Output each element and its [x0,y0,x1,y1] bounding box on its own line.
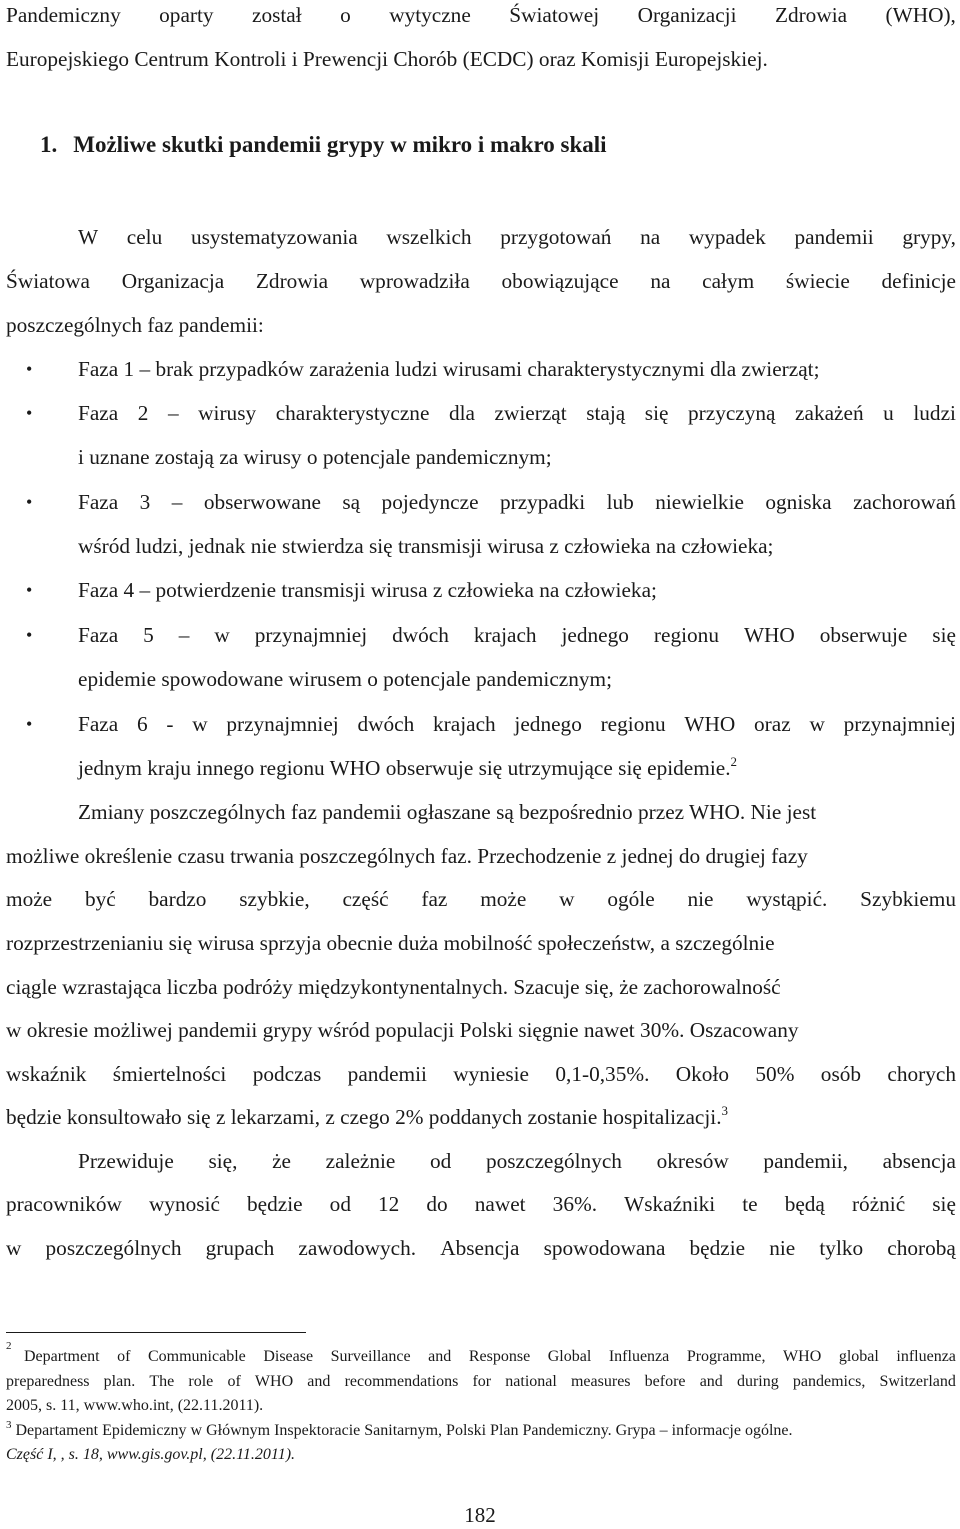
word: od [430,1149,452,1173]
word: (WHO), [885,3,956,27]
word: Global [547,1348,592,1365]
footnote-separator [6,1332,306,1333]
word: wypadek [688,225,766,249]
p2-line-7 [6,1059,956,1089]
word: – [171,490,183,514]
word: dla [448,401,475,425]
word: Zdrowia [255,269,329,293]
word: before [644,1373,686,1390]
word: measures [570,1373,631,1390]
word: w [192,712,208,736]
word: – [178,623,190,647]
word: zawodowych. [298,1236,417,1260]
word: wyniesie [453,1062,529,1086]
word: stają [586,401,626,425]
word: 36%. [552,1192,598,1216]
word: wirusy [198,401,257,425]
word: wprowadziła [359,269,470,293]
word: różnić [851,1192,906,1216]
word: Światowa [6,269,90,293]
word: część [342,887,389,911]
word: Szybkiemu [860,887,956,911]
p2-line-2: możliwe określenie czasu trwania poszczególnych faz. Przechodzenie z jednej do drugiej fazy [6,844,808,868]
word: Surveillance [330,1348,411,1365]
word: Department [24,1348,100,1365]
word: szybkie, [239,887,310,911]
footnote-3-line-2: Część I, , s. 18, www.gis.gov.pl, (22.11.2011). [6,1446,296,1463]
phase-2-line-2: i uznane zostają za wirusy o potencjale pandemicznym; [78,445,552,469]
p2-line-8 [6,1102,956,1132]
footnote-2-line-2 [6,1371,956,1393]
word: może [6,887,53,911]
word: od [329,1192,351,1216]
word: będzie [689,1236,746,1260]
word: global [838,1348,879,1365]
word: during [736,1373,779,1390]
phase-2-line-1 [78,398,956,428]
word: zwierząt [494,401,567,425]
intro-line-2: Europejskiego Centrum Kontroli i Prewencji Chorób (ECDC) oraz Komisji Europejskiej. [6,47,768,71]
word: w [559,887,575,911]
word: and [699,1373,723,1390]
p1-line-2 [6,266,956,296]
word: chorych [887,1062,956,1086]
word: W [78,225,99,249]
word: WHO [783,1348,822,1365]
bullet-icon: • [26,403,33,423]
word: przynajmniej [226,712,339,736]
word: u [883,401,894,425]
phase-1-line-1: Faza 1 – brak przypadków zarażenia ludzi wirusami charakterystycznymi dla zwierząt; [78,357,820,381]
word: Influenza [608,1348,670,1365]
word: będzie [247,1192,303,1216]
word: - [166,712,174,736]
phase-6-text: jednym kraju innego regionu WHO obserwuje się utrzymujące się epidemie. [78,756,731,780]
section-title: Możliwe skutki pandemii grypy w mikro i makro skali [73,132,607,157]
word: Programme, [686,1348,766,1365]
word: się, [208,1149,238,1173]
word: Organizacja [121,269,225,293]
word: 6 [136,712,148,736]
word: preparedness [6,1373,90,1390]
section-number: 1. [40,132,58,157]
word: te [742,1192,758,1216]
phase-6-line-1 [78,709,956,739]
word: 3 [139,490,151,514]
word: wszelkich [386,225,472,249]
word: national [505,1373,557,1390]
word: Faza [78,490,119,514]
word: przynajmniej [843,712,956,736]
word: wytyczne [389,3,471,27]
document-page: Pandemiczny oparty został o wytyczne Światowej Organizacji Zdrowia (WHO), Europejskiego Centrum Kontroli i Prewencji Chorób (ECDC) oraz Komisji Europejskiej. 1. Możliwe skutki pandemii grypy w mikro i makro skali W celu usystematyzowania wszelkich przygotowań na wypadek pandemii grypy, Światowa Organizacja Zdrowia wprowadziła obowiązujące na całym świecie definicje poszczególnych faz pandemii: • Faza 1 – brak przypadków zarażenia ludzi wirusami charakterystycznymi dla zwierząt; • Faza 2 – wirusy charakterystyczne dla zwierząt stają się przyczyną zakażeń u ludzi i uznane zostają za wirusy o potencjale pandemicznym; • Faza 3 – obserwowane są pojedyncze przypadki lub niewielkie ogniska zachorowań wśród ludzi, jednak nie stwierdza się transmisji wirusa z człowieka na człowieka; • Faza 4 – potwierdzenie transmisji wirusa z człowieka na człowieka; • Faza 5 – w przynajmniej dwóch krajach jednego regionu WHO obserwuje się epidemie spowodowane wirusem o potencjale pandemicznym; • Faza 6 - w przynajmniej dwóch krajach jednego regionu WHO oraz w przynajmniej jednym kraju innego regionu WHO obserwuje się utrzymujące się epidemie.$^2$ Zmiany poszczególnych faz pandemii ogłaszane są bezpośrednio przez WHO. Nie jest możliwe określenie czasu trwania poszczególnych faz. Przechodzenie z jednej do drugiej fazy może być bardzo szybkie, część faz może w ogóle nie wystąpić. Szybkiemu rozprzestrzenianiu się wirusa sprzyja obecnie duża mobilność społeczeństw, a szczególnie ciągle wzrastająca liczba podróży międzykontynentalnych. Szacuje się, że zachorowalność w okresie możliwej pandemii grypy wśród populacji Polski sięgnie nawet 30%. Oszacowany wskaźnik śmiertelności podczas pandemii wyniesie 0,1-0,35%. Około 50% osób chorych będzie konsultowało się z lekarzami, z czego 2% poddanych zostanie hospitalizacji.$^3$ Przewiduje się, że zależnie od poszczególnych okresów pandemii, absencja pracowników wynosić będzie od 12 do nawet 36%. Wskaźniki te będą różnić się w poszczególnych grupach zawodowych. Absencja spowodowana będzie nie tylko chorobą 2 Department of Communicable Disease Surveillance and Response Global Influenza Programme, WHO global influenza preparedness plan. The role of WHO and recommendations for national measures before and during pandemics, Switzerland 2005, s. 11, www.who.int, (22.11.2011). $^3$ Departament Epidemiczny w Głównym Inspektoracie Sanitarnym, Polski Plan Pandemiczny. Grypa – informacje ogólne. Część I, , s. 18, www.gis.gov.pl, (22.11.2011). 182 [0,0,960,1529]
word: regionu [653,623,719,647]
word: na [650,269,671,293]
footnote-ref-2[interactable]: 2 [730,754,738,769]
word: chorobą [887,1236,956,1260]
footnote-2-line-3: 2005, s. 11, www.who.int, (22.11.2011). [6,1397,264,1414]
bullet-icon: • [26,625,33,645]
word: for [472,1373,492,1390]
word: oraz [754,712,791,736]
word: Około [675,1062,730,1086]
word: grupach [205,1236,275,1260]
word: 0,1-0,35%. [555,1062,650,1086]
p2-line-6: w okresie możliwej pandemii grypy wśród populacji Polski sięgnie nawet 30%. Oszacowany [6,1018,799,1042]
word: przygotowań [500,225,612,249]
word: wynosić [148,1192,220,1216]
word: przynajmniej [254,623,368,647]
word: wystąpić. [746,887,828,911]
word: Disease [263,1348,314,1365]
word: całym [702,269,755,293]
word: się [932,1192,956,1216]
word: że [272,1149,291,1173]
word: and [428,1348,452,1365]
page-number: 182 [464,1503,496,1527]
p3-line-2 [6,1189,956,1219]
word: Absencja [440,1236,520,1260]
word: definicje [881,269,956,293]
word: osób [820,1062,862,1086]
word: pracowników [6,1192,122,1216]
word: ogniska [765,490,832,514]
word: Zdrowia [774,3,848,27]
phase-4-line-1: Faza 4 – potwierdzenie transmisji wirusa z człowieka na człowieka; [78,578,657,602]
word: 5 [143,623,154,647]
word: obserwowane [203,490,321,514]
word: bardzo [148,887,207,911]
word: recommendations [344,1373,459,1390]
word: pandemii [794,225,874,249]
word: jednego [561,623,629,647]
word: and [307,1373,331,1390]
word: absencja [882,1149,956,1173]
word: Światowej [509,3,600,27]
word: zależnie [325,1149,396,1173]
word: Switzerland [879,1373,956,1390]
word: lub [606,490,634,514]
word: Faza [78,712,119,736]
phase-3-line-1 [78,487,956,517]
bullet-icon: • [26,714,33,734]
word: obowiązujące [501,269,619,293]
word: Wskaźniki [624,1192,716,1216]
footnote-3-number: 3 [6,1419,12,1431]
p3-line-1 [78,1146,956,1176]
word: pojedyncze [381,490,479,514]
word: może [480,887,527,911]
word: w [214,623,230,647]
bullet-icon: • [26,580,33,600]
p1-line-3: poszczególnych faz pandemii: [6,313,264,337]
word: w [6,1236,22,1260]
word: pandemii, [763,1149,848,1173]
word: poszczególnych [45,1236,182,1260]
word: pandemii [347,1062,427,1086]
word: nie [769,1236,796,1260]
section-heading [40,129,607,161]
word: zakażeń [795,401,864,425]
p3-line-3 [6,1233,956,1263]
word: 2 [137,401,149,425]
word: pandemics, [792,1373,866,1390]
phase-3-line-2: wśród ludzi, jednak nie stwierdza się transmisji wirusa z człowieka na człowieka; [78,534,774,558]
word: nie [687,887,714,911]
word: ogóle [607,887,655,911]
word: zachorowań [853,490,956,514]
word: dwóch [357,712,415,736]
word: obserwuje [819,623,908,647]
phase-6-line-2 [78,753,956,783]
word: regionu [600,712,666,736]
p2-line-1: Zmiany poszczególnych faz pandemii ogłaszane są bezpośrednio przez WHO. Nie jest [78,800,817,824]
word: Faza [78,401,119,425]
word: będą [784,1192,825,1216]
word: WHO [684,712,736,736]
word: krajach [473,623,537,647]
word: faz [421,887,448,911]
bullet-icon: • [26,359,33,379]
word: krajach [433,712,496,736]
word: 12 [378,1192,400,1216]
word: nawet [474,1192,526,1216]
word: świecie [785,269,850,293]
word: do [426,1192,448,1216]
word: są [342,490,361,514]
phase-5-line-2: epidemie spowodowane wirusem o potencjale pandemicznym; [78,667,613,691]
word: śmiertelności [112,1062,227,1086]
word: przypadki [499,490,586,514]
footnote-ref-3[interactable]: 3 [721,1103,729,1118]
p2-line-4: rozprzestrzenianiu się wirusa sprzyja obecnie duża mobilność społeczeństw, a szczególnie [6,931,775,955]
bullet-icon: • [26,492,33,512]
word: spowodowana [543,1236,666,1260]
word: Communicable [147,1348,246,1365]
word: się [644,401,669,425]
word: plan. [103,1373,136,1390]
word: – [167,401,179,425]
word: ludzi [913,401,956,425]
word: WHO [743,623,795,647]
word: o [340,3,351,27]
word: oparty [159,3,214,27]
word: jednego [514,712,582,736]
p2-line-5: ciągle wzrastająca liczba podróży międzykontynentalnych. Szacuje się, że zachorowalność [6,975,781,999]
footnote-3-text-1: Departament Epidemiczny w Głównym Inspektoracie Sanitarnym, Polski Plan Pandemiczny. Grypa – informacje ogólne. [15,1422,793,1439]
word: tylko [819,1236,864,1260]
word: of [227,1373,241,1390]
word: w [809,712,825,736]
word: został [252,3,302,27]
word: Organizacji [637,3,737,27]
word: celu [126,225,163,249]
word: niewielkie [655,490,744,514]
p2-line-8-text: będzie konsultowało się z lekarzami, z czego 2% poddanych zostanie hospitalizacji. [6,1105,722,1129]
word: influenza [896,1348,956,1365]
word: of [117,1348,131,1365]
word: Pandemiczny [6,3,121,27]
word: okresów [656,1149,729,1173]
word: być [84,887,116,911]
footnote-3-line-1 [6,1420,956,1442]
word: Faza [78,623,119,647]
p1-line-1 [78,222,956,252]
intro-line-1 [6,0,956,30]
word: na [640,225,661,249]
word: charakterystyczne [275,401,430,425]
word: Response [468,1348,531,1365]
word: The [149,1373,175,1390]
word: dwóch [392,623,449,647]
word: 50% [755,1062,795,1086]
word: podczas [252,1062,322,1086]
word: Przewiduje [78,1149,174,1173]
word: wskaźnik [6,1062,87,1086]
word: usystematyzowania [190,225,358,249]
word: poszczególnych [485,1149,622,1173]
word: grypy, [902,225,956,249]
word: WHO [254,1373,294,1390]
footnote-2-text-1 [24,1346,956,1368]
word: przyczyną [688,401,776,425]
word: się [932,623,956,647]
p2-line-3 [6,884,956,914]
phase-5-line-1 [78,620,956,650]
word: role [188,1373,214,1390]
